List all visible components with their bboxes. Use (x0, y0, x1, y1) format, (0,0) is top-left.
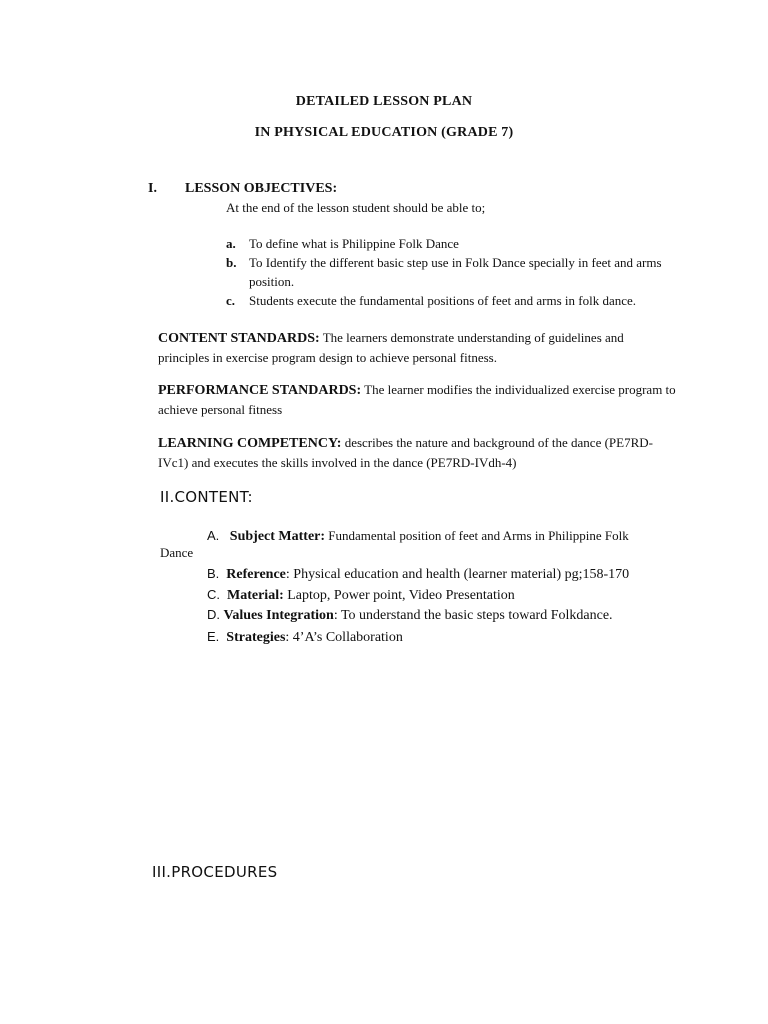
content-item-text: : 4’A’s Collaboration (285, 630, 403, 645)
objective-item (226, 253, 666, 291)
document-subtitle: IN PHYSICAL EDUCATION (GRADE 7) (254, 125, 514, 140)
content-standards (158, 328, 678, 367)
content-item-letter: B. (207, 566, 220, 581)
content-item-text: Fundamental position of feet and Arms in Philippine Folk (325, 528, 629, 543)
content-item-label: Material: (227, 588, 284, 603)
subject-continuation: Dance (160, 545, 194, 560)
content-item (207, 605, 727, 625)
content-item-letter: C. (207, 587, 220, 602)
content-item-label: Values Integration (223, 608, 334, 623)
content-item-label: Subject Matter: (229, 529, 326, 544)
content-item-text: Laptop, Power point, Video Presentation (283, 588, 515, 603)
objective-letter: a. (226, 236, 236, 251)
content-item-letter: A. (207, 528, 220, 543)
objective-text: To define what is Philippine Folk Dance (249, 236, 459, 251)
performance-standards-text: The learner modifies the individualized exercise program to achieve personal fitness (158, 382, 676, 417)
section1-intro: At the end of the lesson student should be able to; (226, 200, 486, 215)
performance-standards-label: PERFORMANCE STANDARDS: (158, 383, 362, 398)
section2-heading: II.CONTENT: (160, 488, 253, 506)
section1-heading: LESSON OBJECTIVES: (185, 181, 338, 196)
content-item-label: Strategies (226, 630, 286, 645)
content-item-text: : To understand the basic steps toward Folkdance. (333, 608, 613, 623)
content-item (207, 526, 727, 546)
content-standards-text: The learners demonstrate understanding of guidelines and principles in exercise program design to achieve personal fitness. (158, 330, 624, 365)
content-standards-label: CONTENT STANDARDS: (158, 331, 320, 346)
content-item (207, 564, 727, 584)
objective-text: Students execute the fundamental positions of feet and arms in folk dance. (249, 293, 636, 308)
section1-numeral: I. (148, 181, 157, 196)
content-item-letter: D. (207, 607, 220, 622)
learning-competency (158, 433, 678, 472)
document-title: DETAILED LESSON PLAN (295, 94, 473, 109)
objective-item (226, 234, 666, 253)
learning-competency-text: describes the nature and background of the dance (PE7RD-IVc1) and executes the skills involved in the dance (PE7RD-IVdh-4) (158, 435, 653, 470)
learning-competency-label: LEARNING COMPETENCY: (158, 436, 342, 451)
objective-letter: c. (226, 293, 236, 308)
section3-heading: III.PROCEDURES (152, 863, 278, 881)
performance-standards (158, 380, 678, 419)
objective-text: To Identify the different basic step use in Folk Dance specially in feet and arms position. (249, 255, 662, 289)
content-item-text: : Physical education and health (learner material) pg;158-170 (285, 567, 630, 582)
content-item (207, 585, 727, 605)
objective-letter: b. (226, 255, 237, 270)
content-item-letter: E. (207, 629, 220, 644)
content-item-label: Reference (226, 567, 286, 582)
content-item (207, 627, 727, 647)
objective-item (226, 291, 666, 310)
